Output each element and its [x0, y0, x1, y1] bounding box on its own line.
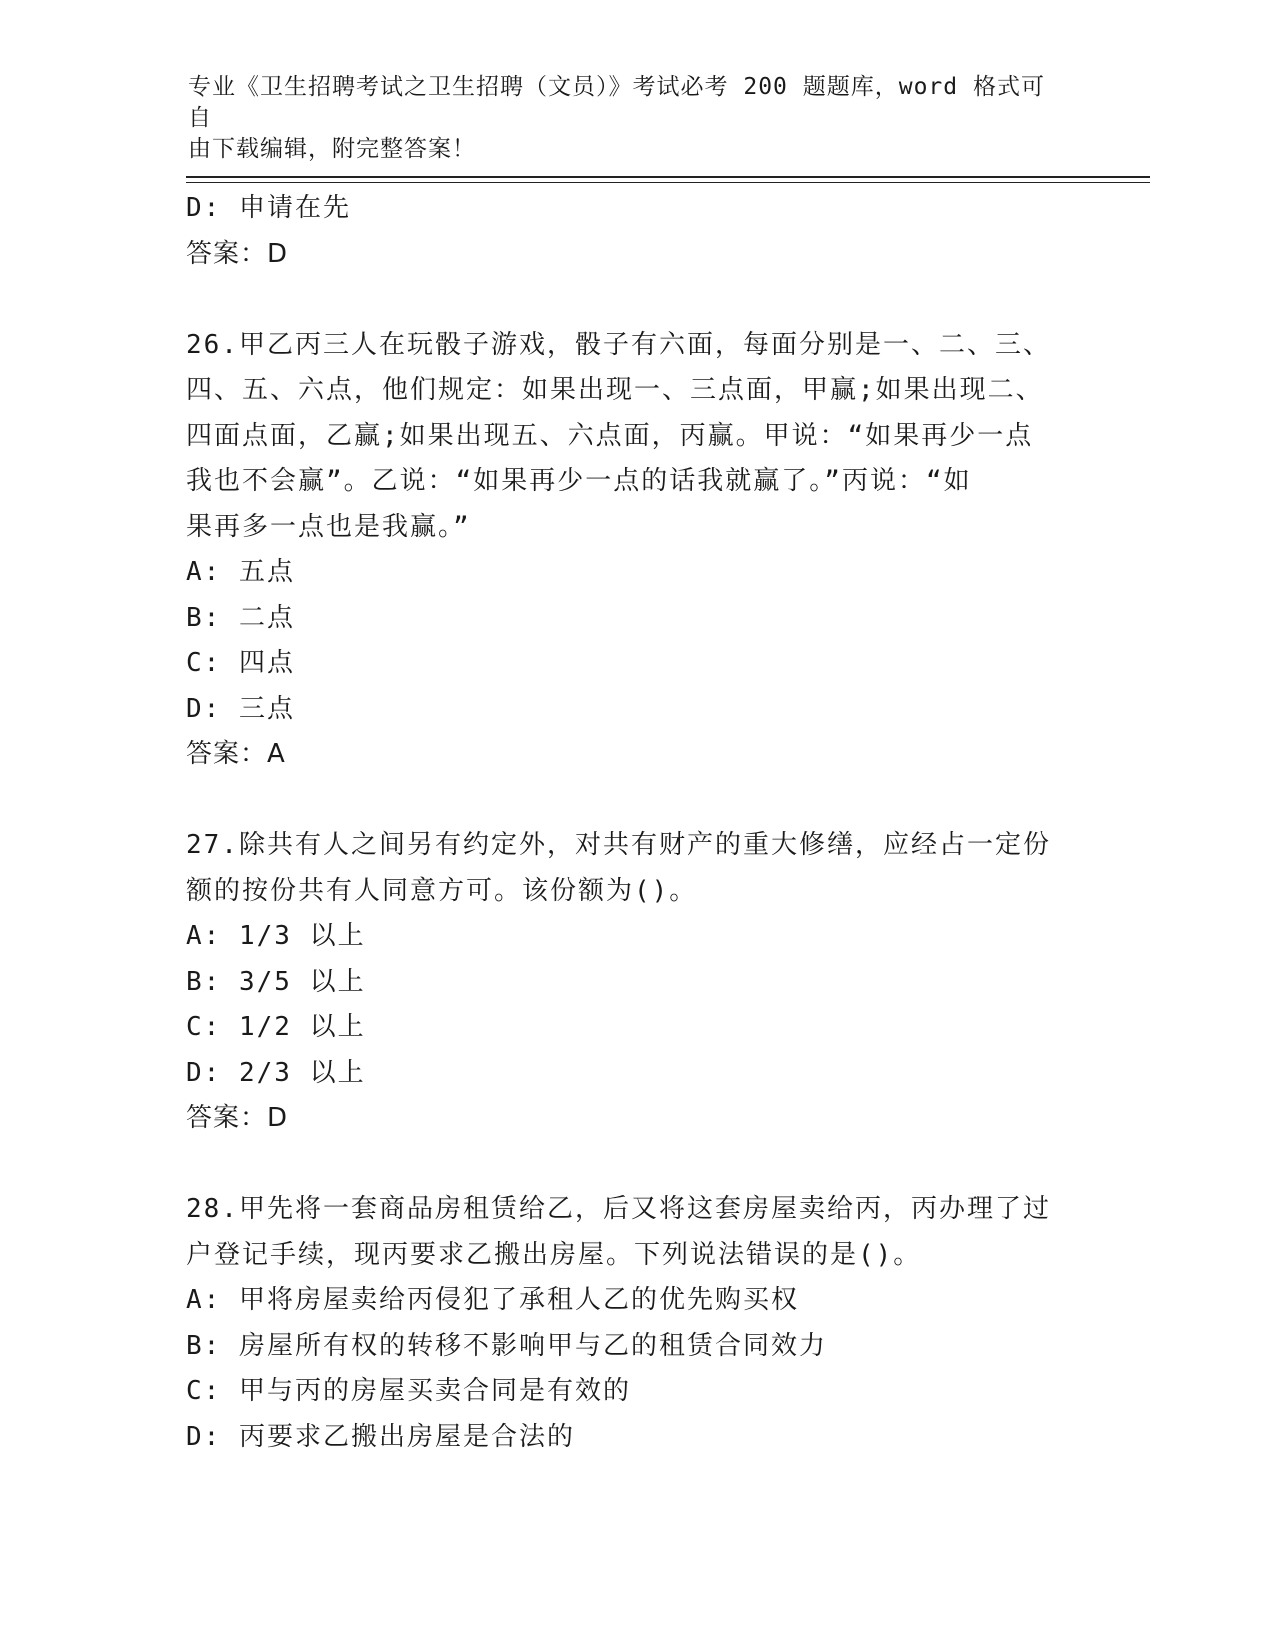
prev-option-d: D: 申请在先 — [186, 193, 351, 223]
question-text-line: 28.甲先将一套商品房租赁给乙，后又将这套房屋卖给丙，丙办理了过 — [186, 1194, 1051, 1224]
header-line-2: 由下载编辑，附完整答案！ — [188, 136, 476, 162]
question-text-line: 我也不会赢”。乙说：“如果再少一点的话我就赢了。”丙说：“如 — [186, 466, 972, 496]
answer: 答案：A — [186, 739, 286, 769]
header-rule-thin — [186, 182, 1150, 183]
option-c: C: 1/2 以上 — [186, 1012, 366, 1042]
question-text-line: 额的按份共有人同意方可。该份额为()。 — [186, 875, 698, 906]
document-body — [186, 186, 1086, 1460]
header-rule-thick — [186, 176, 1150, 178]
option-b: B: 3/5 以上 — [186, 966, 366, 997]
option-d: D: 2/3 以上 — [186, 1057, 366, 1088]
prev-answer: 答案：D — [186, 238, 289, 269]
spacer — [186, 1142, 1086, 1188]
question-text-line: 户登记手续，现丙要求乙搬出房屋。下列说法错误的是()。 — [186, 1239, 922, 1270]
question-27 — [186, 823, 1086, 1142]
spacer — [186, 277, 1086, 323]
option-b: B: 房屋所有权的转移不影响甲与乙的租赁合同效力 — [186, 1330, 827, 1361]
question-text-line: 27.除共有人之间另有约定外，对共有财产的重大修缮，应经占一定份 — [186, 830, 1051, 860]
option-b: B: 二点 — [186, 602, 295, 633]
option-a: A: 五点 — [186, 557, 295, 587]
question-26 — [186, 323, 1086, 778]
option-a: A: 1/3 以上 — [186, 921, 366, 951]
option-a: A: 甲将房屋卖给丙侵犯了承租人乙的优先购买权 — [186, 1285, 799, 1315]
option-c: C: 四点 — [186, 648, 295, 678]
document-header — [188, 72, 1068, 165]
answer: 答案：D — [186, 1103, 289, 1133]
option-c: C: 甲与丙的房屋买卖合同是有效的 — [186, 1376, 631, 1406]
question-text-line: 果再多一点也是我赢。” — [186, 511, 471, 542]
question-28 — [186, 1187, 1086, 1460]
option-d: D: 三点 — [186, 693, 295, 724]
question-text-line: 26.甲乙丙三人在玩骰子游戏，骰子有六面，每面分别是一、二、三、 — [186, 329, 1051, 360]
question-text-line: 四、五、六点，他们规定：如果出现一、三点面，甲赢;如果出现二、 — [186, 375, 1044, 405]
question-text-line: 四面点面，乙赢;如果出现五、六点面，丙赢。甲说：“如果再少一点 — [186, 420, 1034, 451]
option-d: D: 丙要求乙搬出房屋是合法的 — [186, 1421, 575, 1452]
header-line-1: 专业《卫生招聘考试之卫生招聘（文员）》考试必考 200 题题库，word 格式可自 — [188, 74, 1045, 131]
spacer — [186, 778, 1086, 824]
